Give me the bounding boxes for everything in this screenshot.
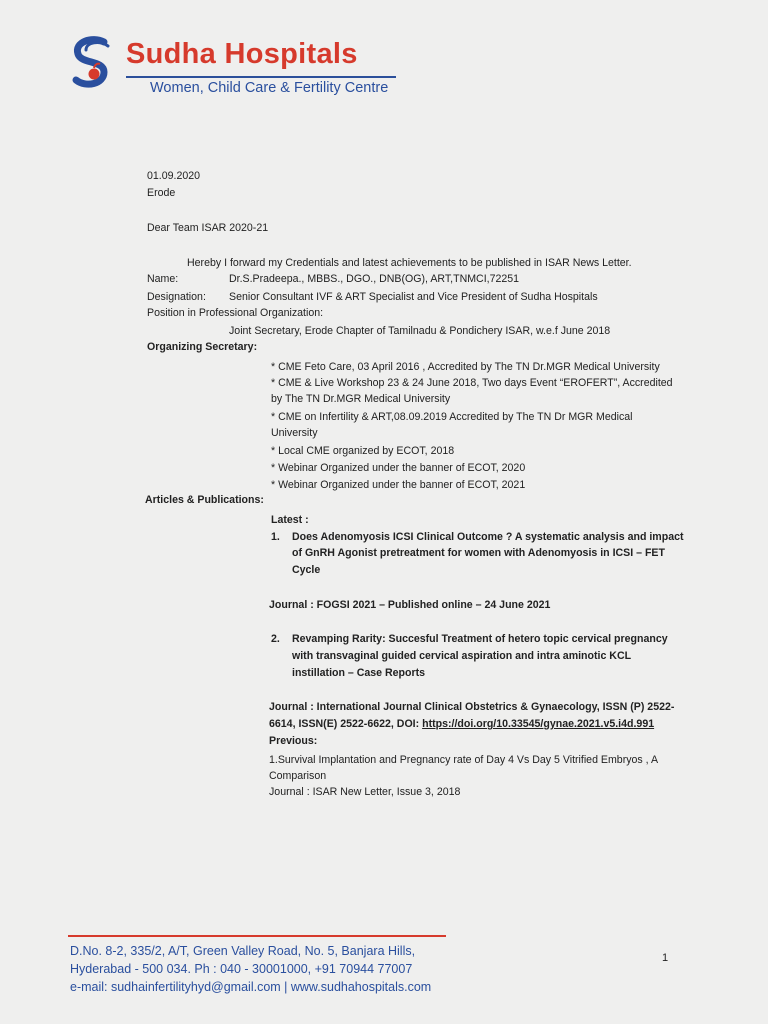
hospital-name: Sudha Hospitals <box>126 38 358 70</box>
sudha-logo-icon <box>64 34 122 92</box>
pub2-title-line: with transvaginal guided cervical aspiration and intra aminotic KCL <box>292 650 632 662</box>
footer-divider <box>68 935 446 937</box>
prev1-title-line: Comparison <box>269 770 327 782</box>
organizing-item: * CME on Infertility & ART,08.09.2019 Accredited by The TN Dr MGR Medical <box>271 411 633 423</box>
designation-value: Senior Consultant IVF & ART Specialist and Vice President of Sudha Hospitals <box>229 291 598 303</box>
letter-date: 01.09.2020 <box>147 170 201 182</box>
organizing-item: * Webinar Organized under the banner of ECOT, 2021 <box>271 479 526 491</box>
pub2-number: 2. <box>271 633 280 645</box>
articles-label: Articles & Publications: <box>145 494 264 506</box>
prev1-journal: Journal : ISAR New Letter, Issue 3, 2018 <box>269 786 461 798</box>
footer-contact: e-mail: sudhainfertilityhyd@gmail.com | www.sudhahospitals.com <box>70 980 432 994</box>
brand-underline <box>126 76 396 78</box>
previous-label: Previous: <box>269 735 318 747</box>
name-label: Name: <box>147 273 179 285</box>
pub1-number: 1. <box>271 531 280 543</box>
organizing-item: * Local CME organized by ECOT, 2018 <box>271 445 455 457</box>
designation-label: Designation: <box>147 291 206 303</box>
footer-address-line: D.No. 8-2, 335/2, A/T, Green Valley Road, No. 5, Banjara Hills, <box>70 944 416 958</box>
pub1-title-line: Cycle <box>292 564 321 576</box>
hospital-tagline: Women, Child Care & Fertility Centre <box>150 80 389 96</box>
organizing-label: Organizing Secretary: <box>147 341 258 353</box>
name-value: Dr.S.Pradeepa., MBBS., DGO., DNB(OG), ART,TNMCI,72251 <box>229 273 520 285</box>
pub1-journal: Journal : FOGSI 2021 – Published online – 24 June 2021 <box>269 599 551 611</box>
page-number: 1 <box>662 952 669 964</box>
pub2-doi-link[interactable]: https://doi.org/10.33545/gynae.2021.v5.i4d.991 <box>422 718 655 730</box>
intro-text: Hereby I forward my Credentials and latest achievements to be published in ISAR News Letter. <box>187 257 632 269</box>
prev1-title-line: 1.Survival Implantation and Pregnancy rate of Day 4 Vs Day 5 Vitrified Embryos , A <box>269 754 659 766</box>
pub2-title-line: instillation – Case Reports <box>292 667 426 679</box>
footer-address-line: Hyderabad - 500 034. Ph : 040 - 30001000, +91 70944 77007 <box>70 962 413 976</box>
organizing-item: * Webinar Organized under the banner of ECOT, 2020 <box>271 462 526 474</box>
organizing-item: by The TN Dr.MGR Medical University <box>271 393 451 405</box>
pub1-title-line: of GnRH Agonist pretreatment for women with Adenomyosis in ICSI – FET <box>292 547 665 559</box>
organizing-item: * CME & Live Workshop 23 & 24 June 2018, Two days Event “EROFERT”, Accredited <box>271 377 673 389</box>
pub2-journal-issn <box>269 718 654 731</box>
salutation: Dear Team ISAR 2020-21 <box>147 222 269 234</box>
position-label: Position in Professional Organization: <box>147 307 324 319</box>
organizing-item: * CME Feto Care, 03 April 2016 , Accredited by The TN Dr.MGR Medical University <box>271 361 660 373</box>
pub2-issn-text: 6614, ISSN(E) 2522-6622, DOI: <box>269 718 423 730</box>
pub2-journal: Journal : International Journal Clinical Obstetrics & Gynaecology, ISSN (P) 2522- <box>269 701 675 713</box>
position-value: Joint Secretary, Erode Chapter of Tamilnadu & Pondichery ISAR, w.e.f June 2018 <box>229 325 611 337</box>
organizing-item: University <box>271 427 318 439</box>
latest-label: Latest : <box>271 514 309 526</box>
letter-place: Erode <box>147 187 176 199</box>
pub1-title-line: Does Adenomyosis ICSI Clinical Outcome ? A systematic analysis and impact <box>292 531 684 543</box>
pub2-title-line: Revamping Rarity: Succesful Treatment of hetero topic cervical pregnancy <box>292 633 668 645</box>
